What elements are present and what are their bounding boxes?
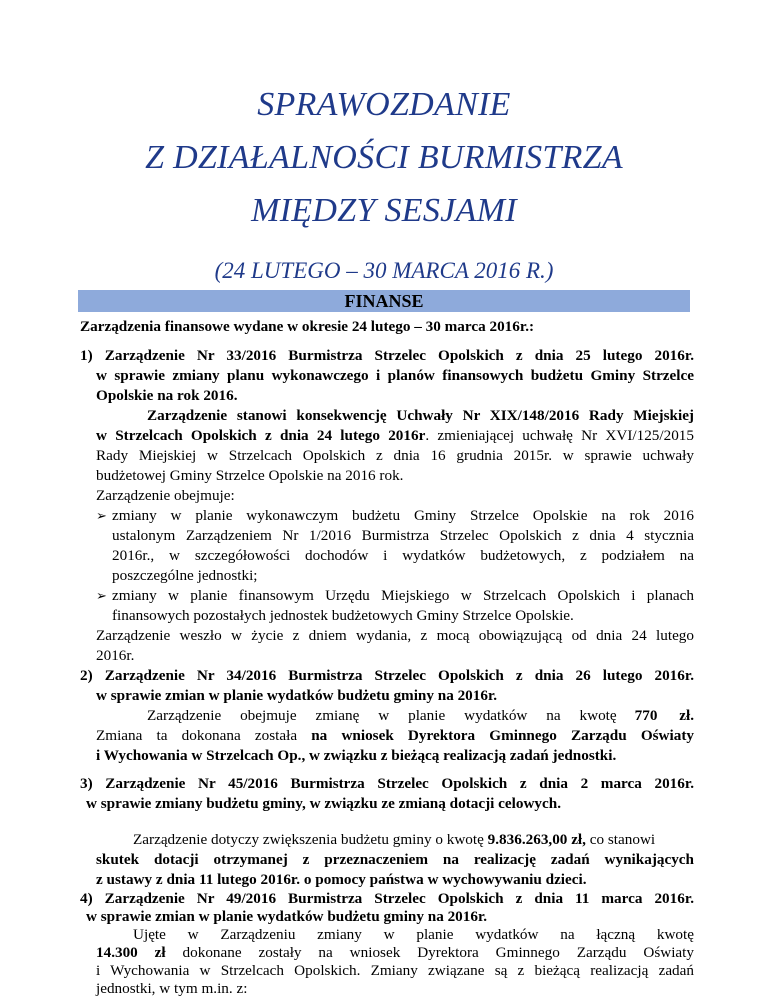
bullet-line: poszczególne jednostki; (112, 567, 258, 584)
item-3-para: Zarządzenie dotyczy zwiększenia budżetu gminy o kwotę 9.836.263,00 zł, co stanowi (133, 831, 656, 848)
section-intro: Zarządzenia finansowe wydane w okresie 24 lutego – 30 marca 2016r.: (80, 318, 535, 335)
item-1-subject-end: Opolskie na rok 2016. (96, 387, 238, 404)
item-4-para: Ujęte w Zarządzeniu zmiany w planie wydatków na łączną kwotę (133, 926, 694, 943)
bullet-line: ustalonym Zarządzeniem Nr 1/2016 Burmistrza Strzelec Opolskich z dnia 4 stycznia (112, 527, 694, 544)
title-line-1: SPRAWOZDANIE (257, 86, 511, 123)
bullet-line: 2016r., w szczegółowości dochodów i wydatków budżetowych, z podziałem na (112, 547, 694, 564)
item-4-para-line: 14.300 zł dokonane zostały na wniosek Dyrektora Gminnego Zarządu Oświaty (96, 944, 694, 961)
title-line-3: MIĘDZY SESJAMI (251, 192, 517, 229)
item-4-para-end: jednostki, w tym m.in. z: (96, 980, 248, 997)
item-1-effective: Zarządzenie weszło w życie z dniem wydania, z mocą obowiązującą od dnia 24 lutego (96, 627, 694, 644)
item-4-subject: w sprawie zmian w planie wydatków budżetu gminy na 2016r. (86, 908, 488, 925)
item-3-para-end: z ustawy z dnia 11 lutego 2016r. o pomocy państwa w wychowywaniu dzieci. (96, 871, 587, 888)
resolution-text: . zmieniającej uchwałę Nr XVI/125/2015 (425, 427, 694, 444)
item-1-para-line: Rady Miejskiej w Strzelcach Opolskich z dnia 16 grudnia 2015r. w sprawie uchwały (96, 447, 694, 464)
item-2-amount-line: Zarządzenie obejmuje zmianę w planie wydatków na kwotę 770 zł. (147, 707, 694, 724)
section-header-finanse: FINANSE (78, 290, 690, 312)
arrow-bullet-icon: ➢ (96, 588, 107, 603)
item-1-para-line (96, 426, 694, 446)
bullet-item: ➢ zmiany w planie wykonawczym budżetu Gminy Strzelce Opolskie na rok 2016 (96, 507, 694, 524)
date-range-subtitle: (24 LUTEGO – 30 MARCA 2016 R.) (214, 258, 554, 283)
item-3-subject: w sprawie zmiany budżetu gminy, w związku ze zmianą dotacji celowych. (86, 795, 561, 812)
bullet-item: ➢ zmiany w planie finansowym Urzędu Miejskiego w Strzelcach Opolskich i planach (96, 587, 694, 604)
item-1-scope-label: Zarządzenie obejmuje: (96, 487, 235, 504)
title-line-2: Z DZIAŁALNOŚCI BURMISTRZA (145, 139, 623, 176)
amount-value: 14.300 zł (96, 944, 166, 961)
item-4-para-line: i Wychowania w Strzelcach Opolskich. Zmiany związane są z bieżącą realizacją zadań (96, 962, 694, 979)
item-2-reason-end: i Wychowania w Strzelcach Op., w związku z bieżącą realizacją zadań jednostki. (96, 747, 617, 764)
item-3-para-line: skutek dotacji otrzymanej z przeznaczeniem na realizację zadań wynikających (96, 851, 694, 868)
item-4-heading: 4) Zarządzenie Nr 49/2016 Burmistrza Strzelec Opolskich z dnia 11 marca 2016r. (80, 890, 694, 907)
amount-value: 9.836.263,00 zł, (487, 831, 586, 848)
resolution-date-text: w Strzelcach Opolskich z dnia 24 lutego 2016r (96, 427, 426, 444)
item-1-heading: 1) Zarządzenie Nr 33/2016 Burmistrza Strzelec Opolskich z dnia 25 lutego 2016r. (80, 347, 694, 364)
item-3-heading: 3) Zarządzenie Nr 45/2016 Burmistrza Strzelec Opolskich z dnia 2 marca 2016r. (80, 775, 694, 792)
item-1-subject: w sprawie zmiany planu wykonawczego i planów finansowych budżetu Gminy Strzelce (96, 367, 694, 384)
bullet-line: finansowych pozostałych jednostek budżetowych Gminy Strzelce Opolskie. (112, 607, 574, 624)
item-2-subject: w sprawie zmian w planie wydatków budżetu gminy na 2016r. (96, 687, 498, 704)
item-2-heading: 2) Zarządzenie Nr 34/2016 Burmistrza Strzelec Opolskich z dnia 26 lutego 2016r. (80, 667, 694, 684)
item-1-effective-end: 2016r. (96, 647, 135, 664)
item-2-reason: Zmiana ta dokonana została na wniosek Dyrektora Gminnego Zarządu Oświaty (96, 727, 694, 744)
item-1-para: Zarządzenie stanowi konsekwencję Uchwały Nr XIX/148/2016 Rady Miejskiej (147, 407, 694, 424)
amount-value: 770 zł. (634, 707, 694, 724)
item-1-para-line: budżetowej Gminy Strzelce Opolskie na 2016 rok. (96, 467, 404, 484)
arrow-bullet-icon: ➢ (96, 508, 107, 523)
